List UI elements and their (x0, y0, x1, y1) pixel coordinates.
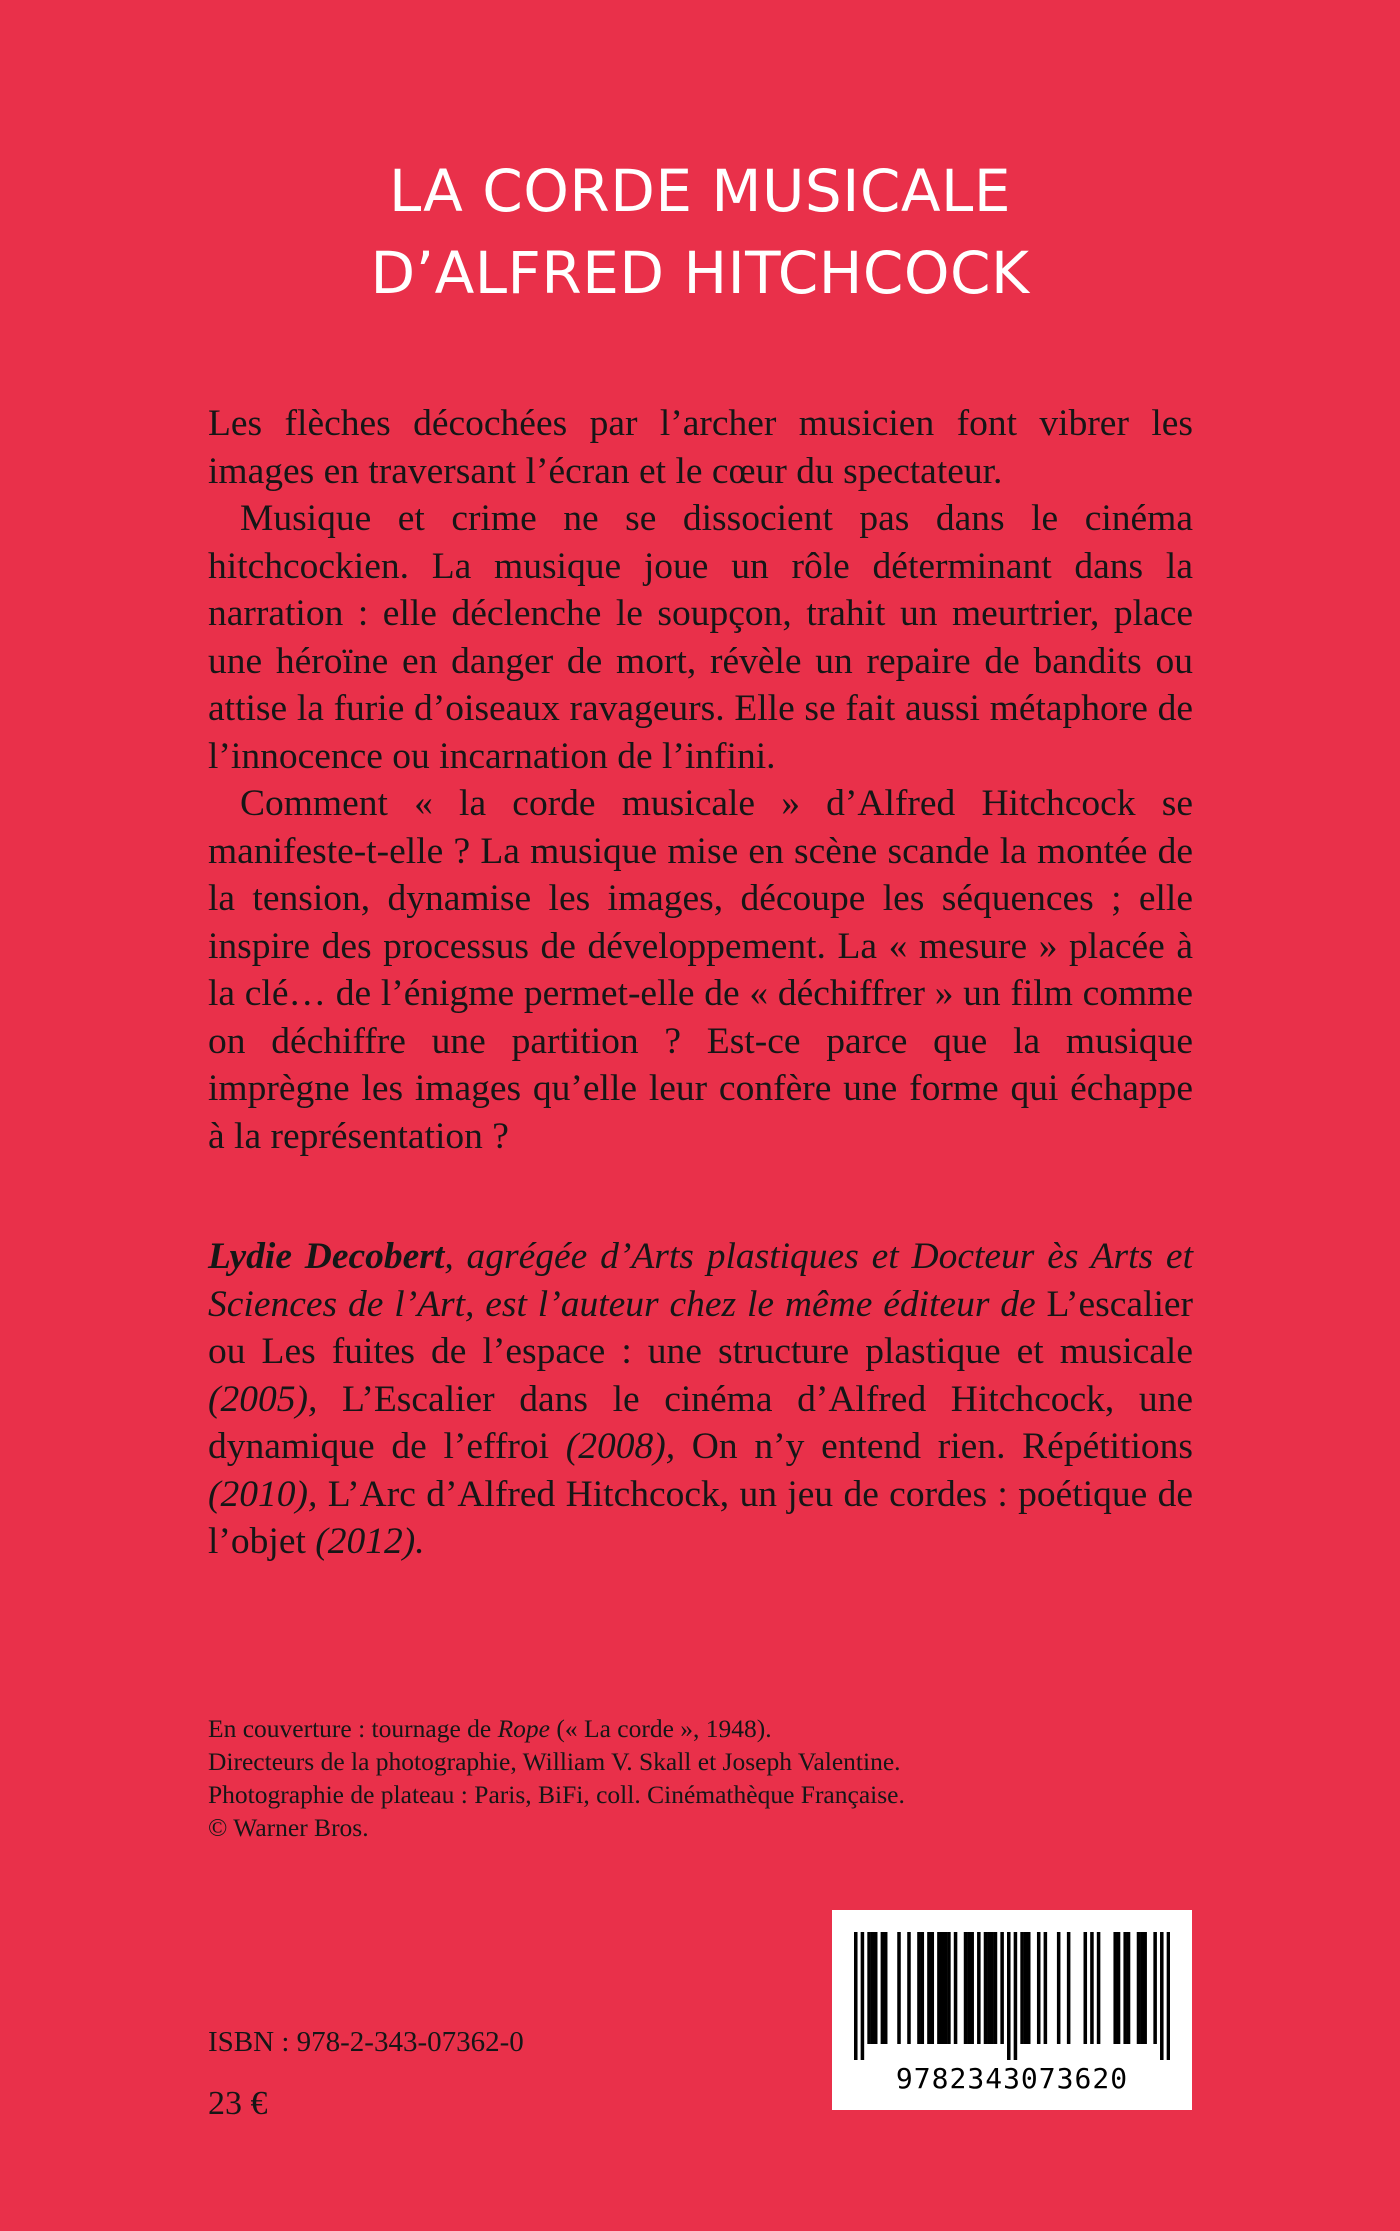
barcode-bar (1020, 1932, 1024, 2044)
credits-line-3: Photographie de plateau : Paris, BiFi, coll. Cinémathèque Française. (208, 1780, 905, 1809)
barcode-bar (937, 1932, 941, 2044)
blurb-paragraph-1: Les flèches décochées par l’archer musicien font vibrer les images en traversant l’écran et le cœur du spectateur. (208, 403, 1193, 492)
barcode-bar (874, 1932, 878, 2044)
barcode-bar (1167, 1932, 1170, 2060)
barcode-bar (871, 1932, 875, 2044)
blurb-paragraph-3: Comment « la corde musicale » d’Alfred Hitchcock se manifeste-t-elle ? La musique mise en scène scande la montée de la tension, dynamise les images, découpe les séquences ; elle inspire des processus de développement. La « mesure » placée à la clé… de l’énigme permet-elle de « déchiffrer » un film comme on déchiffre une partition ? Est-ce parce que la musique imprègne les images qu’elle leur confère une forme qui échappe à la représentation ? (208, 783, 1193, 1157)
credits-prefix: En couverture : tournage de (208, 1714, 498, 1743)
blurb (208, 400, 1193, 1160)
author-name: Lydie Decobert (208, 1236, 445, 1277)
cover-credits (208, 1712, 905, 1844)
barcode-bar (987, 1932, 991, 2044)
author-intro: , agrégée d’Arts plastiques et Docteur ès Arts et Sciences de l’Art, est l’auteur chez le même éditeur de (208, 1236, 1193, 1325)
barcode-bar (947, 1932, 951, 2044)
barcode-bar (917, 1932, 921, 2044)
barcode-bar (921, 1932, 925, 2044)
title-line-1: LA CORDE MUSICALE (388, 157, 1011, 225)
barcode-bar (1007, 1932, 1011, 2060)
author-bio (208, 1233, 1193, 1566)
barcode-bar (1117, 1932, 1121, 2044)
barcode-bar (994, 1932, 998, 2044)
barcode-bar (970, 1932, 974, 2044)
barcode-bar (1113, 1932, 1117, 2044)
barcode-bar (897, 1932, 901, 2044)
barcode-bar (1037, 1932, 1041, 2044)
credits-line-4: © Warner Bros. (208, 1813, 369, 1842)
book-year-1: (2005), (208, 1378, 318, 1420)
barcode-bar (1084, 1932, 1088, 2044)
barcode-bar (1000, 1932, 1004, 2044)
credits-line-2: Directeurs de la photographie, William V. Skall et Joseph Valentine. (208, 1747, 901, 1776)
barcode-bar (1014, 1932, 1018, 2060)
isbn: ISBN : 978-2-343-07362-0 (208, 2026, 524, 2058)
barcode-bar (927, 1932, 931, 2044)
barcode-bar (1127, 1932, 1131, 2044)
barcode-bar (954, 1932, 958, 2044)
book-title-3: On n’y entend rien. Répétitions (675, 1426, 1193, 1467)
barcode-bar (1123, 1932, 1127, 2044)
book-year-4: (2012). (305, 1521, 425, 1562)
barcode-bar (1153, 1932, 1157, 2044)
title-line-2: D’ALFRED HITCHCOCK (370, 239, 1030, 307)
barcode-bar (1090, 1932, 1094, 2044)
barcode-bar (884, 1932, 888, 2044)
barcode-bar (1160, 1932, 1164, 2060)
barcode-bar (881, 1932, 885, 2044)
barcode-bar (867, 1932, 871, 2044)
blurb-paragraph-2: Musique et crime ne se dissocient pas dans le cinéma hitchcockien. La musique joue un rôle déterminant dans la narration : elle déclenche le soupçon, trahit un meurtrier, place une héroïne en danger de mort, révèle un repaire de bandits ou attise la furie d’oiseaux ravageurs. Elle se fait aussi métaphore de l’innocence ou incarnation de l’infini. (208, 498, 1193, 777)
barcode-bar (854, 1932, 858, 2060)
book-title (0, 150, 1400, 314)
barcode (832, 1910, 1192, 2110)
barcode-bar (990, 1932, 994, 2044)
barcode-bar (1137, 1932, 1141, 2044)
barcode-bar (940, 1932, 944, 2044)
barcode-bar (861, 1932, 865, 2060)
barcode-bar (944, 1932, 948, 2044)
barcode-bar (1027, 1932, 1031, 2044)
credits-film-title: Rope (497, 1714, 550, 1743)
barcode-bar (977, 1932, 981, 2044)
barcode-bar (931, 1932, 935, 2044)
barcode-bar (907, 1932, 911, 2044)
barcode-bar (1143, 1932, 1147, 2044)
barcode-bars (854, 1932, 1170, 2060)
barcode-bar (984, 1932, 988, 2044)
book-year-2: (2008), (548, 1426, 676, 1467)
barcode-bar (964, 1932, 968, 2044)
barcode-bar (1044, 1932, 1048, 2044)
price: 23 € (208, 2085, 268, 2122)
barcode-number: 9782343073620 (895, 2062, 1129, 2095)
barcode-bar (1140, 1932, 1144, 2044)
author-bio-paragraph (208, 1233, 1193, 1566)
barcode-bar (1024, 1932, 1028, 2044)
barcode-bar (1057, 1932, 1061, 2044)
book-title-1: L’escalier ou Les fuites de l’espace : une structure plastique et musicale (208, 1283, 1193, 1372)
barcode-bar (1067, 1932, 1071, 2044)
book-title-4: L’Arc d’Alfred Hitchcock, un jeu de cordes : poétique de l’objet (208, 1473, 1193, 1562)
book-title-2: L’Escalier dans le cinéma d’Alfred Hitchcock, une dynamique de l’effroi (208, 1378, 1193, 1467)
barcode-bar (967, 1932, 971, 2044)
credits-suffix: (« La corde », 1948). (550, 1714, 772, 1743)
barcode-bar (1097, 1932, 1101, 2044)
book-year-3: (2010), (208, 1473, 318, 1515)
credits-line-1 (208, 1712, 905, 1745)
